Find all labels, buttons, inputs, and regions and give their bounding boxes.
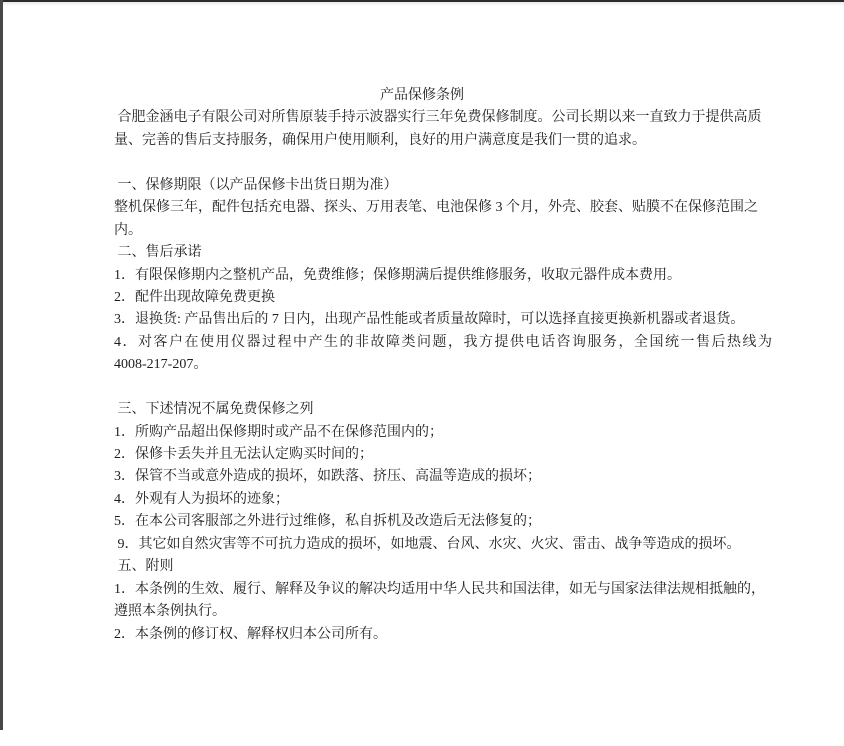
window-top-edge-shade xyxy=(0,2,844,6)
text-line: 3．保管不当或意外造成的损坏，如跌落、挤压、高温等造成的损坏； xyxy=(114,469,541,485)
text-line: 一、保修期限（以产品保修卡出货日期为准） xyxy=(114,177,398,193)
text-line: 整机保修三年，配件包括充电器、探头、万用表笔、电池保修 3 个月，外壳、胶套、贴膜不在保修范围之 xyxy=(114,200,758,216)
text-line: 4008-217-207。 xyxy=(114,357,208,373)
text-line: 4．外观有人为损坏的迹象； xyxy=(114,491,289,507)
text-line: 1．有限保修期内之整机产品，免费维修；保修期满后提供维修服务，收取元器件成本费用。 xyxy=(114,267,681,283)
text-line: 3．退换货: 产品售出后的 7 日内，出现产品性能或者质量故障时，可以选择直接更换新机器或者退货。 xyxy=(114,312,745,328)
text-line: 三、下述情况不属免费保修之列 xyxy=(114,402,314,418)
text-line: 2．本条例的修订权、解释权归本公司所有。 xyxy=(114,626,387,642)
text-line: 4．对客户在使用仪器过程中产生的非故障类问题，我方提供电话咨询服务，全国统一售后热线为 xyxy=(114,334,774,350)
text-line xyxy=(114,152,730,174)
text-line: 合肥金涵电子有限公司对所售原装手持示波器实行三年免费保修制度。公司长期以来一直致力于提供高质 xyxy=(114,110,762,126)
text-line: 1．本条例的生效、履行、解释及争议的解决均适用中华人民共和国法律，如无与国家法律法规相抵触的， xyxy=(114,581,765,597)
text-line: 1．所购产品超出保修期时或产品不在保修范围内的； xyxy=(114,424,443,440)
text-line: 9．其它如自然灾害等不可抗力造成的损坏，如地震、台风、水灾、火灾、雷击、战争等造成的损坏。 xyxy=(114,536,741,552)
text-line xyxy=(114,377,730,399)
document-body xyxy=(114,85,774,646)
window-left-edge xyxy=(0,0,3,730)
document-title: 产品保修条例 xyxy=(380,88,464,103)
text-line: 遵照本条例执行。 xyxy=(114,604,226,620)
text-line: 5．在本公司客服部之外进行过维修，私自拆机及改造后无法修复的； xyxy=(114,514,541,530)
text-line: 五、附则 xyxy=(114,559,174,575)
text-line: 二、售后承诺 xyxy=(114,245,202,261)
text-line: 2．保修卡丢失并且无法认定购买时间的； xyxy=(114,447,373,462)
text-line: 2．配件出现故障免费更换 xyxy=(114,289,275,305)
text-line: 量、完善的售后支持服务，确保用户使用顺利，良好的用户满意度是我们一贯的追求。 xyxy=(114,132,646,148)
document-page xyxy=(114,85,774,646)
text-line: 内。 xyxy=(114,222,142,238)
